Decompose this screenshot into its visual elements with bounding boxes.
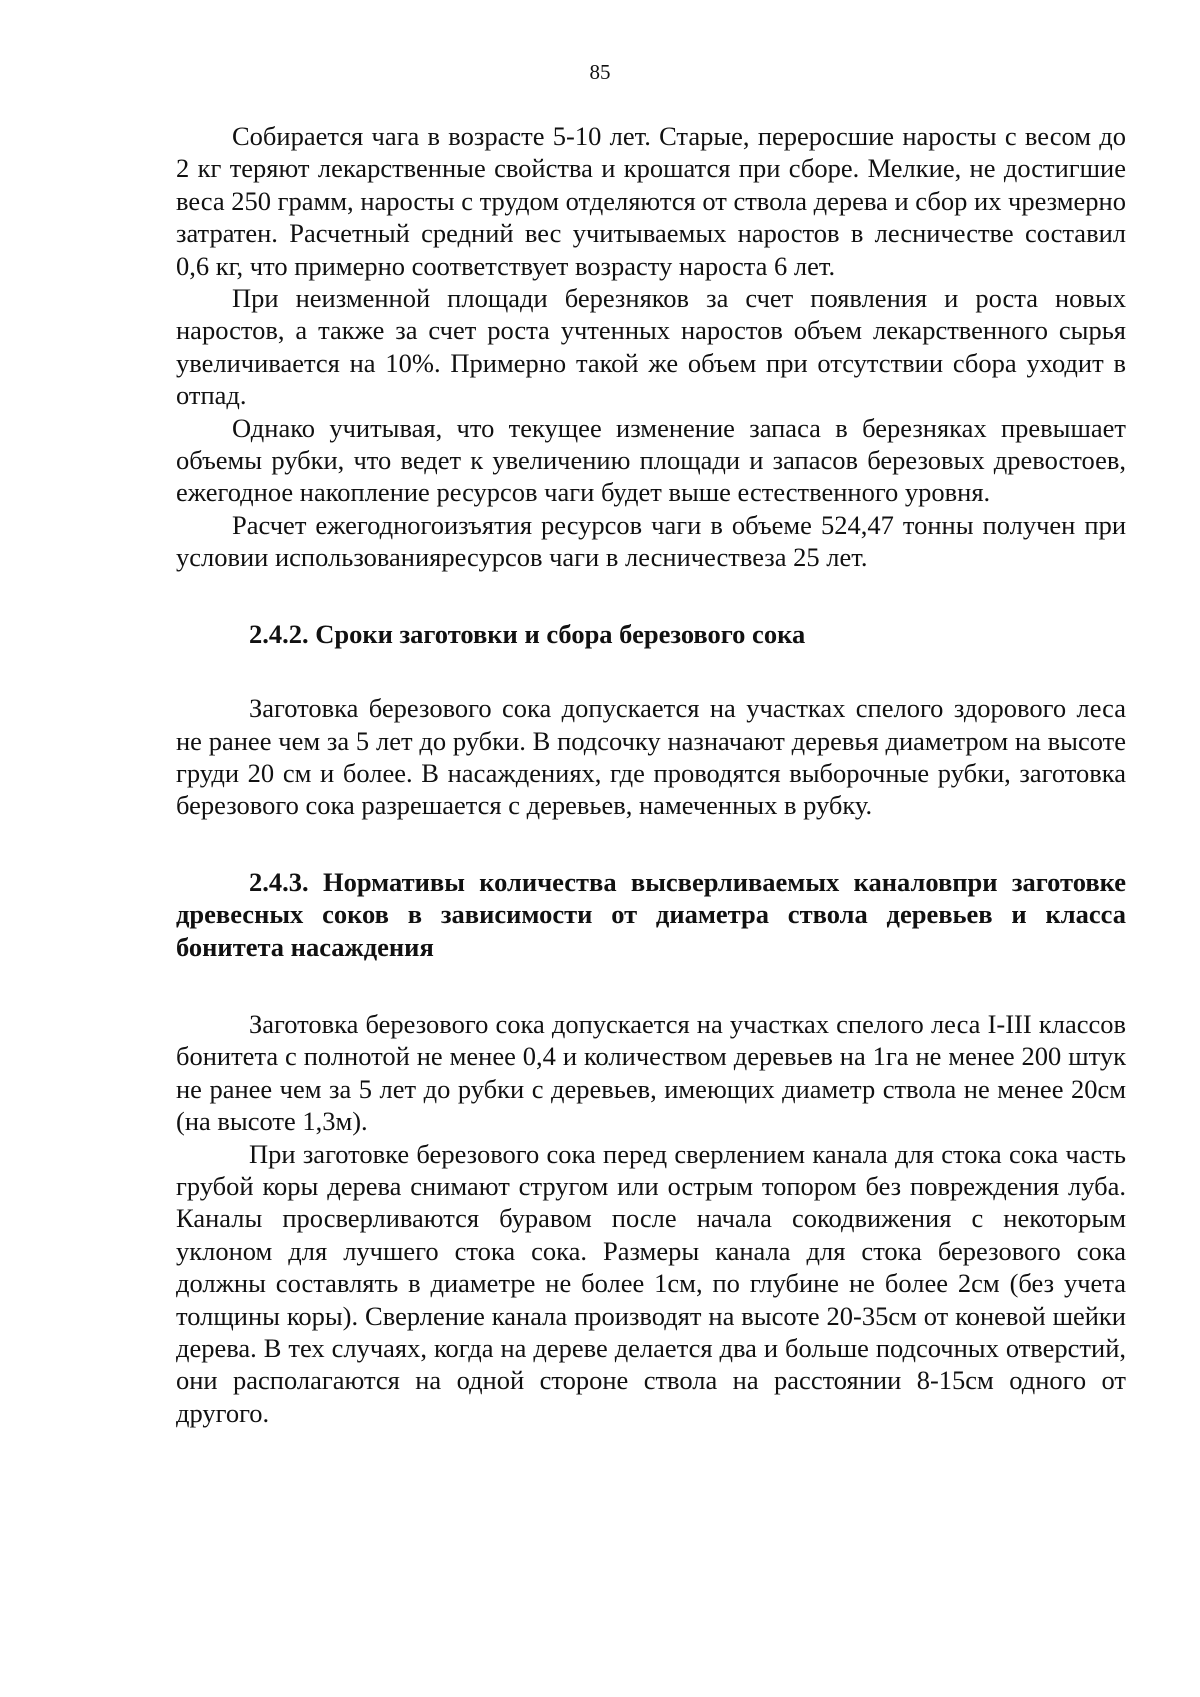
- paragraph-sap-channel-drilling: При заготовке березового сока перед сверлением канала для стока сока часть грубой коры дерева снимают стругом или острым топором без повреждения луба. Каналы просверливаются буравом после начала сокодвижения с некоторым уклоном для лучшего стока сока. Размеры канала для стока березового сока должны составлять в диаметре не более 1см, по глубине не более 2см (без учета толщины коры). Сверление канала производят на высоте 20-35см от коневой шейки дерева. В тех случаях, когда на дереве делается два и больше подсочных отверстий, они располагаются на одной стороне ствола на расстоянии 8-15см одного от другого.: [176, 1138, 1126, 1428]
- section-heading-2-4-2: 2.4.2. Сроки заготовки и сбора березового сока: [249, 618, 806, 649]
- paragraph-chaga-accumulation: Однако учитывая, что текущее изменение запаса в березняках превышает объемы рубки, что ведет к увеличению площади и запасов березовых древостоев, ежегодное накопление ресурсов чаги будет выше естественного уровня.: [176, 412, 1126, 508]
- paragraph-birch-sap-terms: Заготовка березового сока допускается на участках спелого здорового леса не ранее чем за 5 лет до рубки. В подсочку назначают деревья диаметром на высоте груди 20 см и более. В насаждениях, где проводятся выборочные рубки, заготовка березового сока разрешается с деревьев, намеченных в рубку.: [176, 693, 1126, 821]
- page-number: 85: [589, 60, 611, 84]
- paragraph-chaga-annual-harvest: Расчет ежегодногоизъятия ресурсов чаги в объеме 524,47 тонны получен при условии использованияресурсов чаги в лесничествеза 25 лет.: [176, 509, 1126, 573]
- paragraph-chaga-volume-growth: При неизменной площади березняков за счет появления и роста новых наростов, а также за счет роста учтенных наростов объем лекарственного сырья увеличивается на 10%. Примерно такой же объем при отсутствии сбора уходит в отпад.: [176, 283, 1126, 411]
- paragraph-chaga-collection-age: Собирается чага в возрасте 5-10 лет. Старые, переросшие наросты с весом до 2 кг теряют лекарственные свойства и крошатся при сборе. Мелкие, не достигшие веса 250 грамм, наросты с трудом отделяются от ствола дерева и сбор их чрезмерно затратен. Расчетный средний вес учитываемых наростов в лесничестве составил 0,6 кг, что примерно соответствует возрасту нароста 6 лет.: [176, 121, 1126, 281]
- paragraph-birch-sap-conditions: Заготовка березового сока допускается на участках спелого леса I-III классов бонитета с полнотой не менее 0,4 и количеством деревьев на 1га не менее 200 штук не ранее чем за 5 лет до рубки с деревьев, имеющих диаметр ствола не менее 20см (на высоте 1,3м).: [176, 1008, 1126, 1137]
- section-heading-2-4-3: 2.4.3. Нормативы количества высверливаемых каналовпри заготовке древесных соков в зависимости от диаметра ствола деревьев и класса бонитета насаждения: [176, 866, 1126, 962]
- page-body: [176, 120, 1126, 1429]
